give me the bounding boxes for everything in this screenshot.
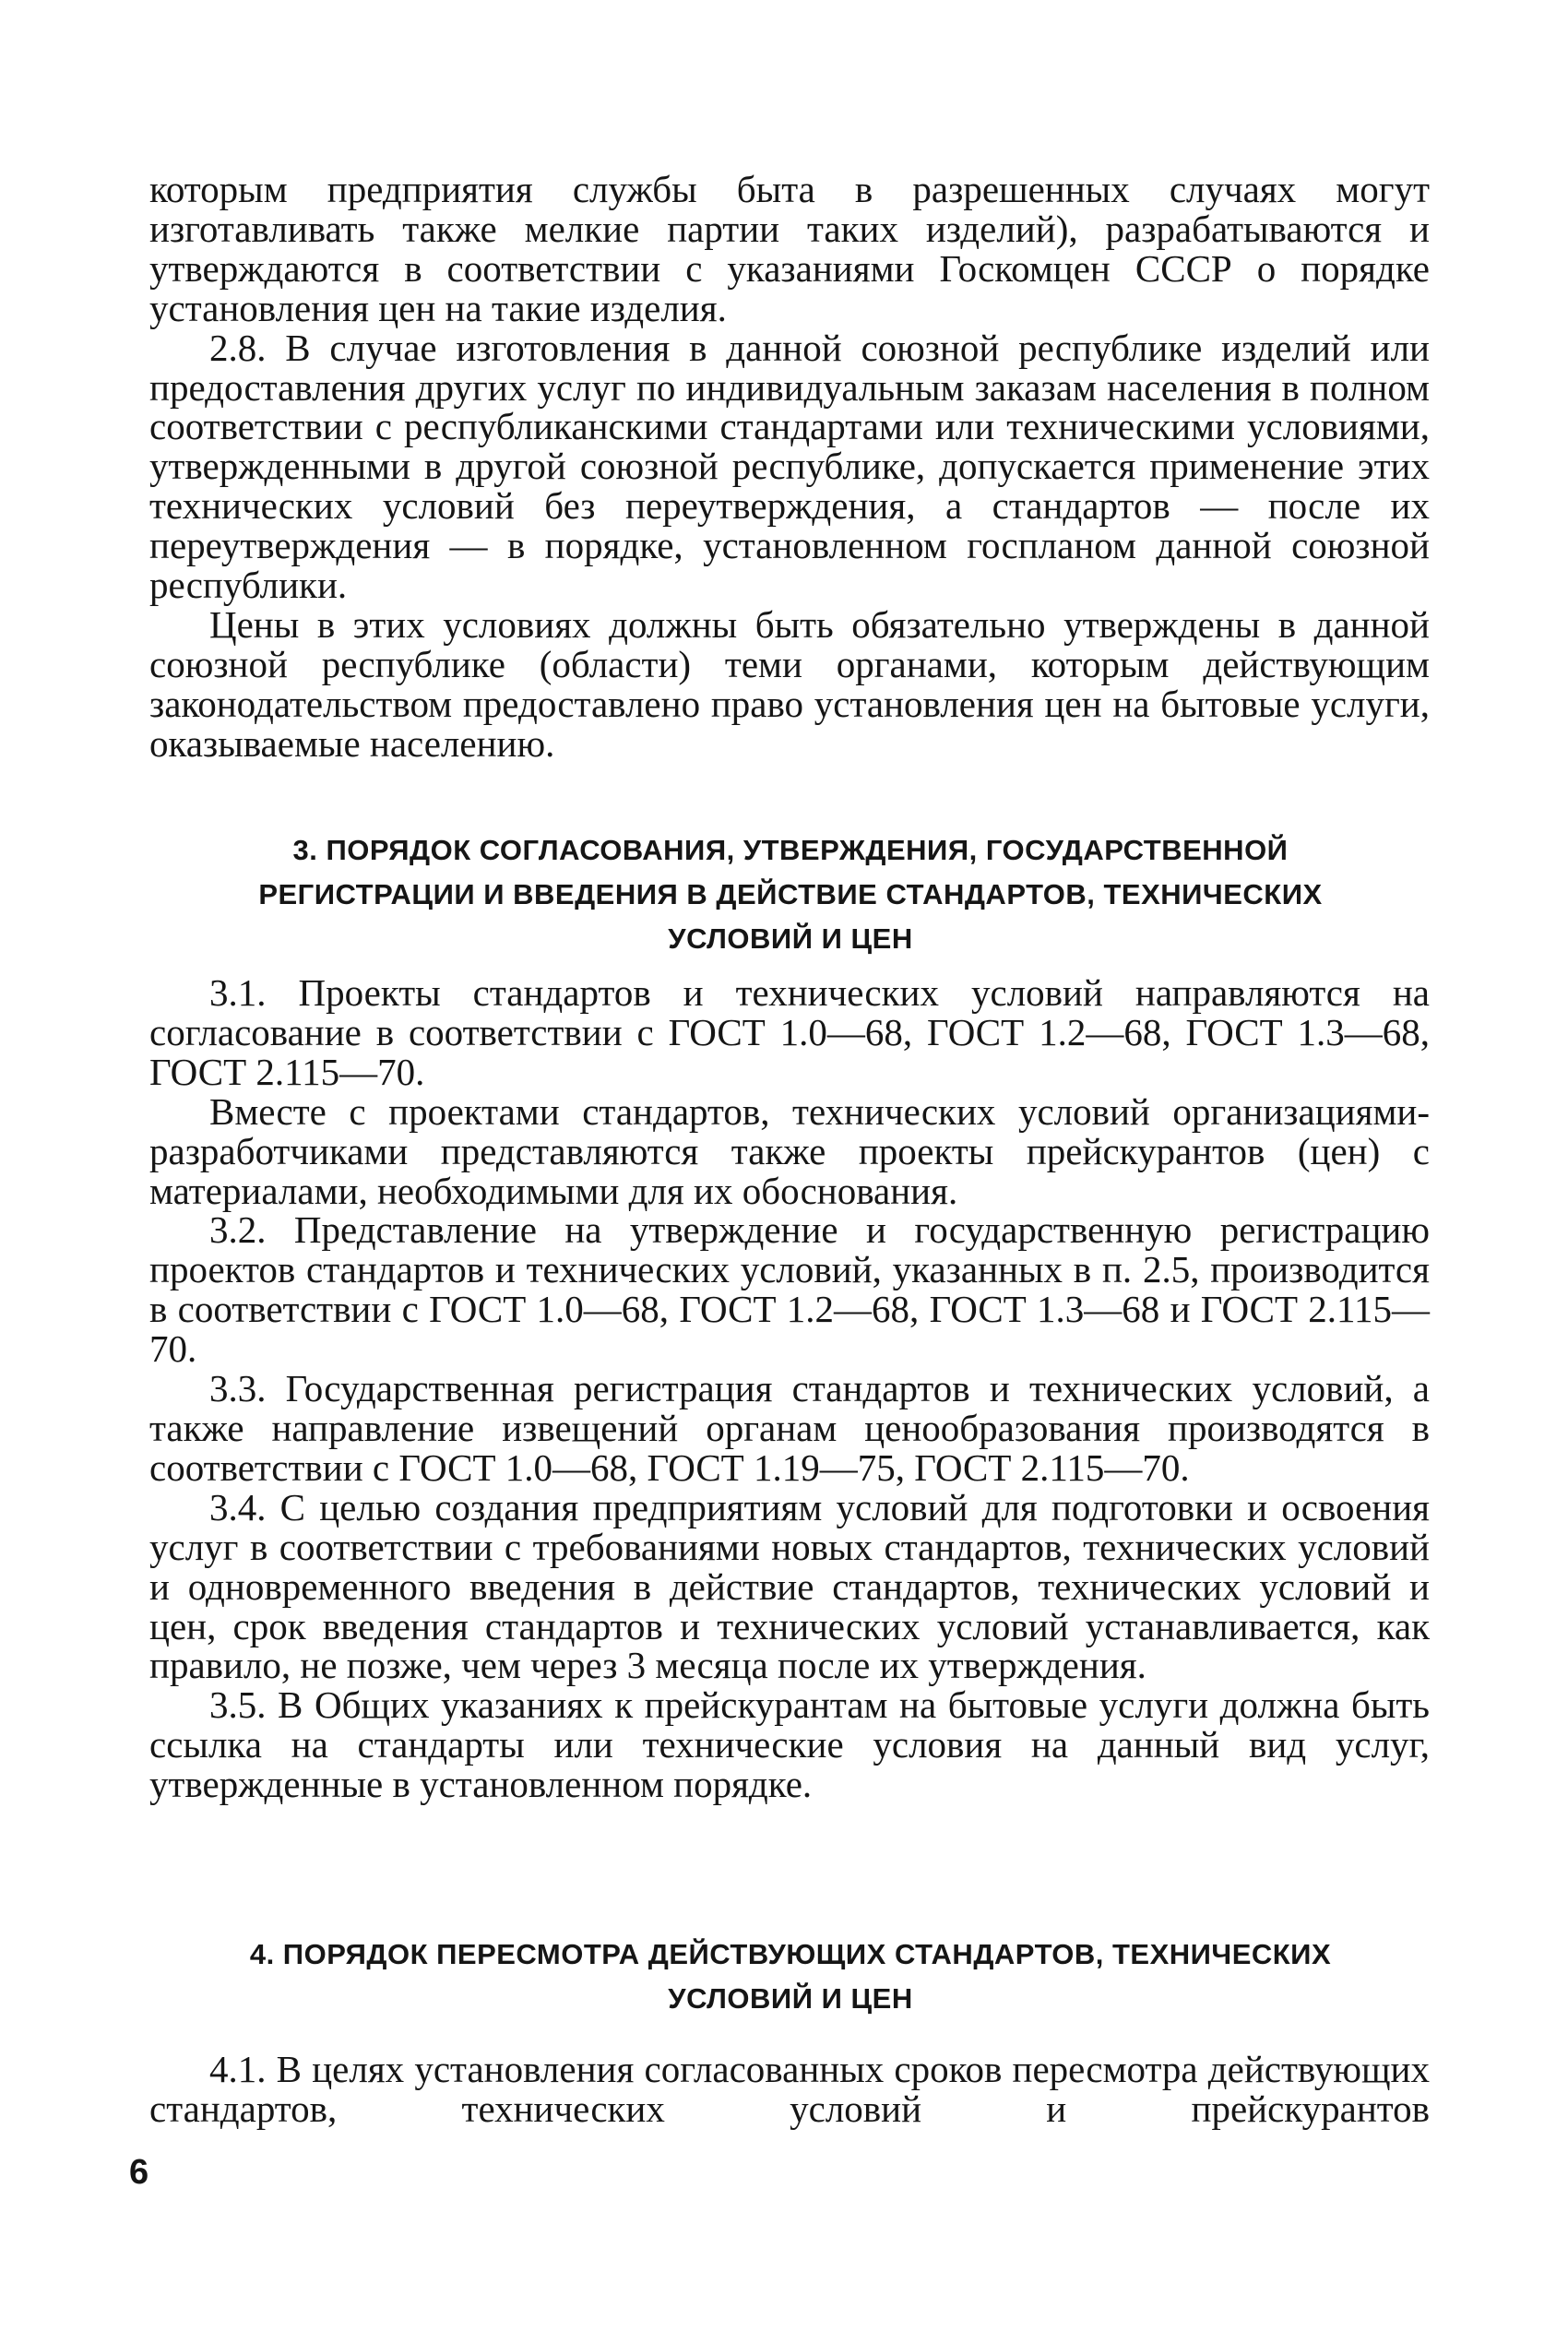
section-4-heading: 4. ПОРЯДОК ПЕРЕСМОТРА ДЕЙСТВУЮЩИХ СТАНДАРТОВ, ТЕХНИЧЕСКИХ УСЛОВИЙ И ЦЕН	[249, 1938, 1332, 2015]
text-block-section-3	[149, 973, 1430, 1804]
paragraph-prices: Цены в этих условиях должны быть обязательно утверждены в данной союзной республике (области) теми органами, которым действующим законодательством предоставлено право установления цен на бытовые услуги, оказываемые населению.	[149, 602, 1430, 765]
paragraph-3-4: 3.4. С целью создания предприятиям условий для подготовки и освоения услуг в соответствии с требованиями новых стандартов, технических условий и одновременного введения в действие стандартов, технических условий и цен, срок введения стандартов и технических условий устанавливается, как правило, не позже, чем через 3 месяца после их утверждения.	[149, 1485, 1430, 1687]
paragraph-4-1: 4.1. В целях установления согласованных сроков пересмотра действующих стандартов, технических условий и прейскурантов	[149, 2048, 1430, 2130]
paragraph-continuation: которым предприятия службы быта в разрешенных случаях могут изготавливать также мелкие партии таких изделий), разрабатываются и утверждаются в соответствии с указаниями Госкомцен СССР о порядке установления цен на такие изделия.	[149, 168, 1430, 329]
paragraph-2-8: 2.8. В случае изготовления в данной союзной республике изделий или предоставления других услуг по индивидуальным заказам населения в полном соответствии с республиканскими стандартами или техническими условиями, утвержденными в другой союзной республике, допускается применение этих технических условий без переутверждения, а стандартов — после их переутверждения — в порядке, установленном госпланом данной союзной республики.	[149, 326, 1430, 607]
paragraph-3-1: 3.1. Проекты стандартов и технических условий направляются на согласование в соответствии с ГОСТ 1.0—68, ГОСТ 1.2—68, ГОСТ 1.3—68, ГОСТ 2.115—70.	[149, 971, 1430, 1093]
paragraph-3-2: 3.2. Представление на утверждение и государственную регистрацию проектов стандартов и технических условий, указанных в п. 2.5, производится в соответствии с ГОСТ 1.0—68, ГОСТ 1.2—68, ГОСТ 1.3—68 и ГОСТ 2.115—70.	[149, 1208, 1430, 1371]
paragraph-3-5: 3.5. В Общих указаниях к прейскурантам на бытовые услуги должна быть ссылка на стандарты или технические условия на данный вид услуг, утвержденные в установленном порядке.	[149, 1683, 1430, 1806]
section-3-heading: 3. ПОРЯДОК СОГЛАСОВАНИЯ, УТВЕРЖДЕНИЯ, ГОСУДАРСТВЕННОЙ РЕГИСТРАЦИИ И ВВЕДЕНИЯ В ДЕЙСТВИЕ СТАНДАРТОВ, ТЕХНИЧЕСКИХ УСЛОВИЙ И ЦЕН	[258, 834, 1323, 955]
text-block-section-4	[149, 2050, 1430, 2129]
text-block-top	[149, 170, 1430, 764]
paragraph-3-1-cont: Вместе с проектами стандартов, технических условий организациями-разработчиками представляются также проекты прейскурантов (цен) с материалами, необходимыми для их обоснования.	[149, 1089, 1430, 1212]
page-number: 6	[129, 2153, 149, 2192]
paragraph-3-3: 3.3. Государственная регистрация стандартов и технических условий, а также направление извещений органам ценообразования производятся в соответствии с ГОСТ 1.0—68, ГОСТ 1.19—75, ГОСТ 2.115—70.	[149, 1367, 1430, 1489]
